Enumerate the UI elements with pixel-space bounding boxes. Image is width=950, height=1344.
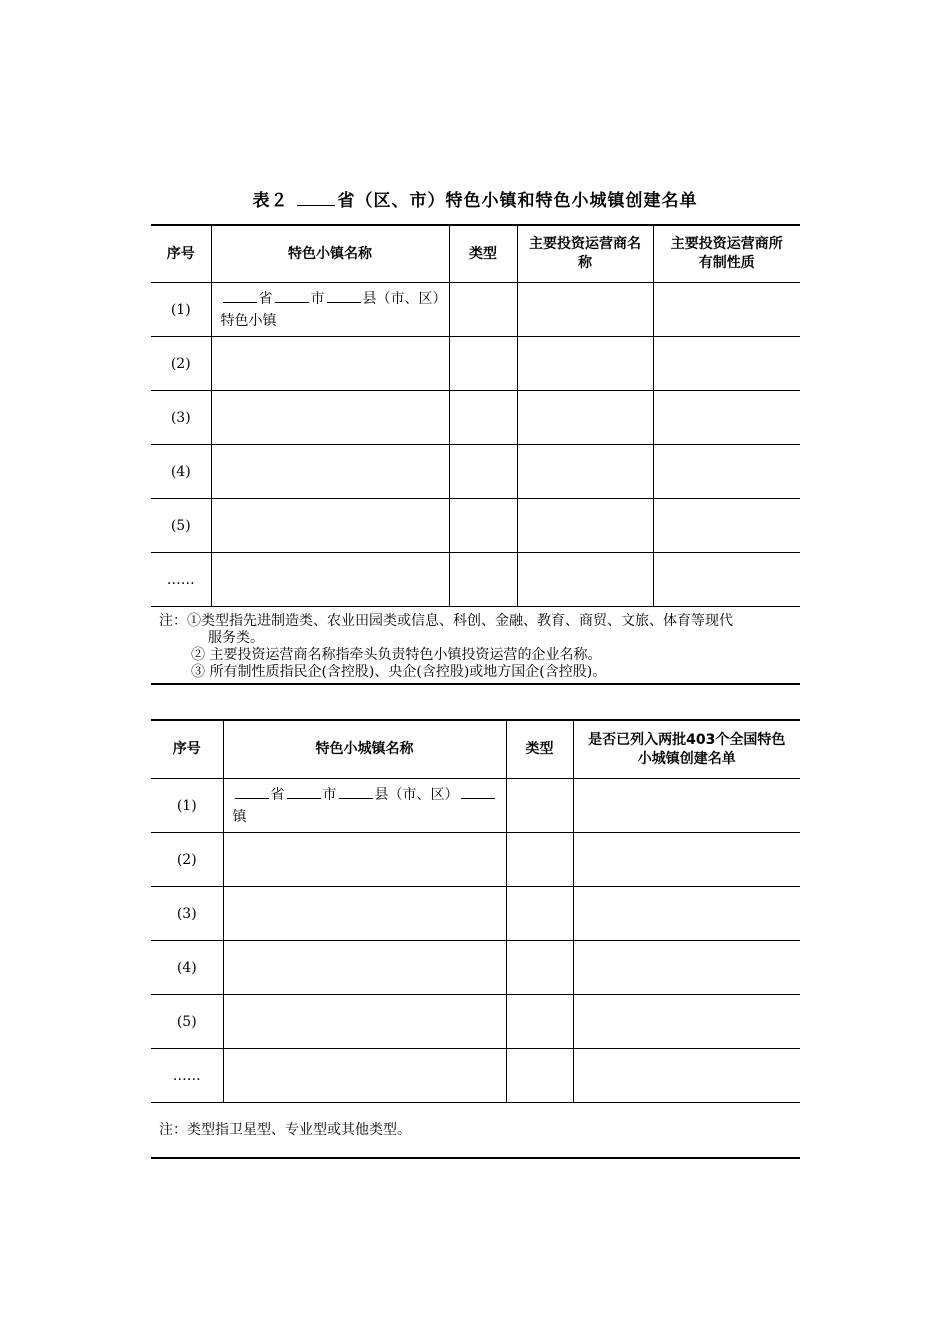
blank-field <box>223 290 257 303</box>
type-cell[interactable] <box>449 283 517 337</box>
type-cell[interactable] <box>506 941 573 995</box>
town-name-cell[interactable] <box>211 337 449 391</box>
town-name-cell[interactable] <box>223 995 506 1049</box>
investor-name-cell[interactable] <box>517 337 653 391</box>
listed-cell[interactable] <box>573 941 800 995</box>
investor-name-cell[interactable] <box>517 391 653 445</box>
listed-cell[interactable] <box>573 779 800 833</box>
row-index: (2) <box>151 337 211 391</box>
row-index: (3) <box>151 887 223 941</box>
ownership-cell[interactable] <box>653 445 800 499</box>
type-cell[interactable] <box>506 1049 573 1103</box>
town-name-cell[interactable] <box>223 941 506 995</box>
row-index: (4) <box>151 445 211 499</box>
note-line: ③ 所有制性质指民企(含控股)、央企(含控股)或地方国企(含控股)。 <box>191 664 607 680</box>
header-investor-name: 主要投资运营商名称 <box>517 225 653 283</box>
ownership-cell[interactable] <box>653 553 800 607</box>
blank-field <box>287 786 321 799</box>
type-cell[interactable] <box>506 833 573 887</box>
table-row <box>151 941 800 995</box>
table-notes <box>151 607 800 685</box>
note-line: 服务类。 <box>208 630 264 646</box>
town-name-cell[interactable] <box>223 1049 506 1103</box>
town-name-cell[interactable] <box>211 553 449 607</box>
row-index: (1) <box>151 779 223 833</box>
type-cell[interactable] <box>449 337 517 391</box>
town-name-cell: 省 市 县（市、区）镇 <box>223 779 506 833</box>
header-type: 类型 <box>449 225 517 283</box>
row-index: (5) <box>151 995 223 1049</box>
investor-name-cell[interactable] <box>517 445 653 499</box>
listed-cell[interactable] <box>573 1049 800 1103</box>
table-header-row <box>151 720 800 779</box>
blank-field <box>275 290 309 303</box>
blank-field <box>235 786 269 799</box>
row-index: (3) <box>151 391 211 445</box>
table-row <box>151 553 800 607</box>
ownership-cell[interactable] <box>653 391 800 445</box>
header-ownership: 主要投资运营商所有制性质 <box>653 225 800 283</box>
town-name-cell[interactable] <box>211 391 449 445</box>
listed-cell[interactable] <box>573 833 800 887</box>
investor-name-cell[interactable] <box>517 499 653 553</box>
row-index: (1) <box>151 283 211 337</box>
row-index: …… <box>151 553 211 607</box>
document-title <box>0 186 950 210</box>
town-name-cell[interactable] <box>211 445 449 499</box>
row-index: (4) <box>151 941 223 995</box>
investor-name-cell[interactable] <box>517 553 653 607</box>
table-row <box>151 887 800 941</box>
type-cell[interactable] <box>449 391 517 445</box>
type-cell[interactable] <box>506 995 573 1049</box>
town-name-cell: 省 市 县（市、区） 特色小镇 <box>211 283 449 337</box>
header-index: 序号 <box>151 225 211 283</box>
header-type: 类型 <box>506 720 573 779</box>
table-row <box>151 391 800 445</box>
type-cell[interactable] <box>449 445 517 499</box>
type-cell[interactable] <box>449 553 517 607</box>
town-name-cell[interactable] <box>223 833 506 887</box>
table-row <box>151 995 800 1049</box>
table-row <box>151 499 800 553</box>
notes-row <box>151 607 800 685</box>
ownership-cell[interactable] <box>653 337 800 391</box>
investor-name-cell[interactable] <box>517 283 653 337</box>
title-suffix: 省（区、市）特色小镇和特色小城镇创建名单 <box>337 191 698 211</box>
type-cell[interactable] <box>506 779 573 833</box>
blank-field <box>461 786 495 799</box>
blank-field <box>327 290 361 303</box>
town-name-cell[interactable] <box>223 887 506 941</box>
town-name-cell[interactable] <box>211 499 449 553</box>
header-town-name: 特色小城镇名称 <box>223 720 506 779</box>
table-header-row <box>151 225 800 283</box>
small-city-town-table <box>151 719 800 1159</box>
row-index: …… <box>151 1049 223 1103</box>
blank-field <box>339 786 373 799</box>
title-blank <box>297 191 335 206</box>
table-notes: 注：类型指卫星型、专业型或其他类型。 <box>151 1103 800 1159</box>
table-row <box>151 445 800 499</box>
table-row <box>151 1049 800 1103</box>
note-line: 注：①类型指先进制造类、农业田园类或信息、科创、金融、教育、商贸、文旅、体育等现代 <box>159 613 733 629</box>
listed-cell[interactable] <box>573 887 800 941</box>
table-row <box>151 833 800 887</box>
header-listed: 是否已列入两批403个全国特色小城镇创建名单 <box>573 720 800 779</box>
row-index: (5) <box>151 499 211 553</box>
town-list-table <box>151 224 800 685</box>
ownership-cell[interactable] <box>653 499 800 553</box>
header-town-name: 特色小镇名称 <box>211 225 449 283</box>
title-prefix: 表２ <box>252 191 289 211</box>
note-line: ② 主要投资运营商名称指牵头负责特色小镇投资运营的企业名称。 <box>191 647 602 663</box>
table-row <box>151 779 800 833</box>
type-cell[interactable] <box>449 499 517 553</box>
table-row <box>151 337 800 391</box>
type-cell[interactable] <box>506 887 573 941</box>
notes-row <box>151 1103 800 1159</box>
header-index: 序号 <box>151 720 223 779</box>
listed-cell[interactable] <box>573 995 800 1049</box>
row-index: (2) <box>151 833 223 887</box>
table-row <box>151 283 800 337</box>
ownership-cell[interactable] <box>653 283 800 337</box>
